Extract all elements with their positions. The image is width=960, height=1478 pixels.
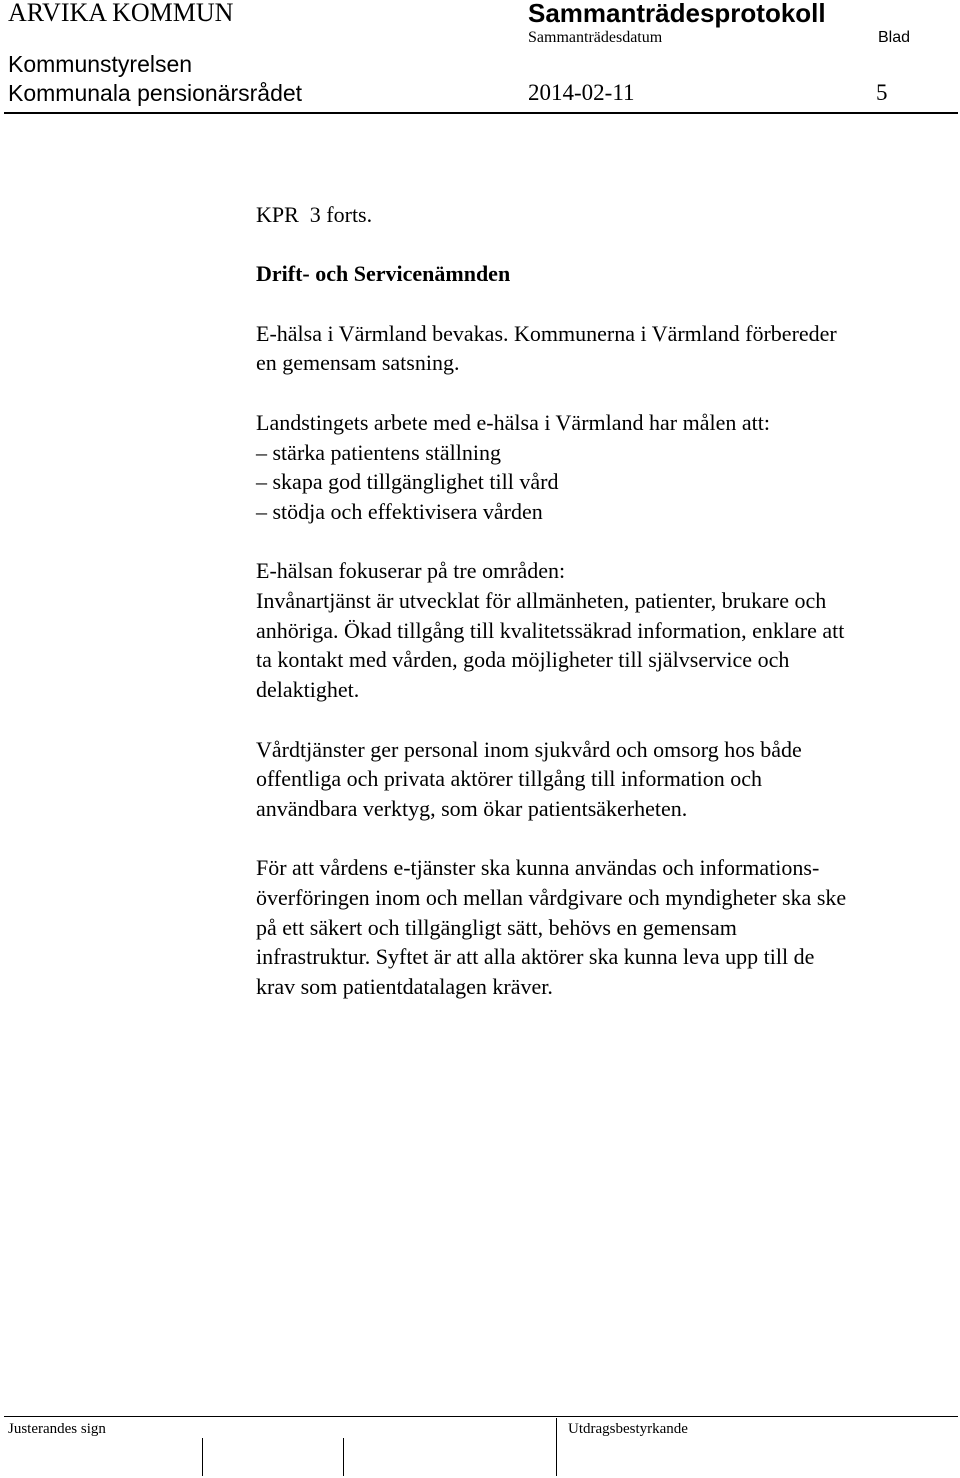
- body-line: Invånartjänst är utvecklat för allmänheten, patienter, brukare och: [256, 588, 827, 614]
- body-line: krav som patientdatalagen kräver.: [256, 974, 553, 1000]
- body-line: delaktighet.: [256, 677, 360, 703]
- signature-label: Justerandes sign: [8, 1421, 106, 1437]
- body-line: en gemensam satsning.: [256, 350, 460, 376]
- body-line: Vårdtjänster ger personal inom sjukvård och omsorg hos både: [256, 736, 802, 762]
- extract-certification-label: Utdragsbestyrkande: [568, 1421, 688, 1437]
- body-line: E-hälsan fokuserar på tre områden:: [256, 558, 566, 584]
- body-line: anhöriga. Ökad tillgång till kvalitetssäkrad information, enklare att: [256, 617, 845, 643]
- body-line: överföringen inom och mellan vårdgivare och myndigheter ska ske: [256, 885, 847, 911]
- body-line: på ett säkert och tillgängligt sätt, behövs en gemensam: [256, 914, 737, 940]
- body-line: E-hälsa i Värmland bevakas. Kommunerna i Värmland förbereder: [256, 320, 837, 346]
- header-divider: [4, 112, 958, 114]
- section-heading: Drift- och Servicenämnden: [256, 261, 511, 287]
- signature-box-divider: [202, 1438, 203, 1476]
- signature-box-divider: [556, 1418, 557, 1476]
- section-reference: KPR 3 forts.: [256, 202, 373, 227]
- document-title: Sammanträdesprotokoll: [528, 0, 826, 28]
- list-item: – skapa god tillgänglighet till vård: [256, 469, 559, 495]
- body-line: Landstingets arbete med e-hälsa i Värmland har målen att:: [256, 409, 770, 435]
- body-line: För att vårdens e-tjänster ska kunna användas och informations-: [256, 855, 820, 881]
- organization-name: ARVIKA KOMMUN: [8, 0, 234, 27]
- body-line: offentliga och privata aktörer tillgång till information och: [256, 766, 763, 792]
- council-name: Kommunala pensionärsrådet: [8, 80, 303, 106]
- list-item: – stärka patientens ställning: [256, 439, 501, 465]
- footer-divider: [4, 1416, 958, 1417]
- signature-box-divider: [343, 1438, 344, 1476]
- sheet-label: Blad: [878, 29, 911, 46]
- body-line: infrastruktur. Syftet är att alla aktörer ska kunna leva upp till de: [256, 944, 815, 970]
- board-name: Kommunstyrelsen: [8, 51, 193, 77]
- protocol-body: [256, 200, 956, 1002]
- meeting-date-label: Sammanträdesdatum: [528, 29, 663, 46]
- body-line: användbara verktyg, som ökar patientsäkerheten.: [256, 795, 688, 821]
- list-item: – stödja och effektivisera vården: [256, 498, 543, 524]
- sheet-number: 5: [876, 80, 888, 105]
- meeting-date: 2014-02-11: [528, 80, 635, 105]
- body-line: ta kontakt med vården, goda möjligheter till självservice och: [256, 647, 790, 673]
